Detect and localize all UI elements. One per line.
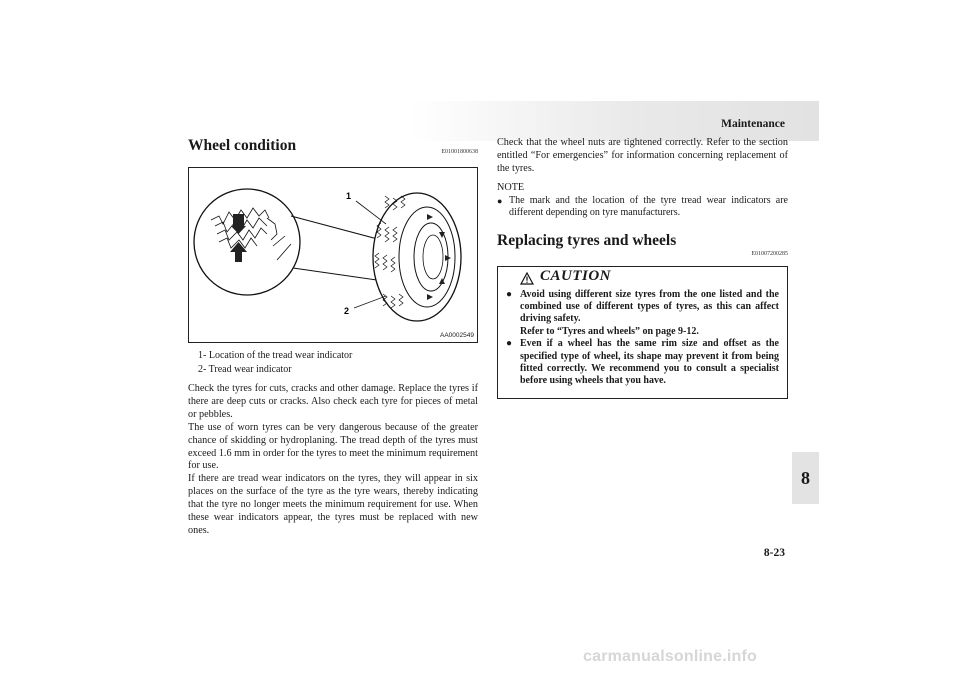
caution-title: CAUTION (540, 267, 612, 284)
paragraph-check-tyres: Check the tyres for cuts, cracks and other damage. Replace the tyres if there are deep cuts or cracks. Also check each tyre for pieces of metal or pebbles. (188, 383, 478, 420)
left-column (188, 137, 478, 538)
bullet-icon: ● (497, 195, 503, 206)
bullet-icon: ● (506, 288, 513, 300)
section-title: Maintenance (721, 118, 785, 130)
legend-item-2: 2- Tread wear indicator (198, 364, 292, 375)
legend-item-1: 1- Location of the tread wear indicator (198, 350, 353, 361)
right-column (497, 137, 788, 399)
chapter-tab[interactable]: 8 (792, 452, 819, 504)
tyre-figure (188, 167, 478, 343)
tyre-illustration (189, 168, 477, 342)
heading-text: Replacing tyres and wheels (497, 231, 677, 249)
page-number: 8-23 (763, 547, 785, 559)
paragraph-wheel-nuts: Check that the wheel nuts are tightened correctly. Refer to the section entitled “For emergencies” for information concerning replacement of the tyres. (497, 137, 788, 174)
heading-replacing-tyres (497, 231, 788, 257)
note-label: NOTE (497, 181, 525, 193)
heading-code: E01001800638 (441, 149, 478, 155)
caution-reference[interactable]: Refer to “Tyres and wheels” on page 9-12. (520, 325, 699, 337)
heading-code: E01007200285 (751, 250, 788, 257)
paragraph-worn-tyres: The use of worn tyres can be very dangerous because of the greater chance of skidding or hydroplaning. The tread depth of the tyres must exceed 1.6 mm in order for the tyres to meet the minimum requirement for use. (188, 421, 478, 472)
warning-triangle-icon (520, 272, 534, 285)
caution-item-2 (506, 338, 779, 388)
note-item (497, 195, 788, 220)
figure-code: AA0002549 (440, 332, 474, 339)
heading-text: Wheel condition (188, 137, 297, 154)
caution-box (497, 266, 788, 399)
heading-wheel-condition (188, 137, 478, 157)
note-text: The mark and the location of the tyre tread wear indicators are different depending on tyre manufacturers. (509, 194, 788, 219)
paragraph-wear-indicators: If there are tread wear indicators on the tyres, they will appear in six places on the surface of the tyre as the tyre wears, thereby indicating that the tyre no longer meets the minimum requirement for use. When these wear indicators appear, the tyres must be replaced with new ones. (188, 473, 478, 536)
caution-item-1 (506, 289, 779, 339)
bullet-icon: ● (506, 338, 513, 350)
callout-1: 1 (346, 191, 352, 201)
callout-2: 2 (344, 306, 350, 316)
figure-legend (198, 349, 478, 377)
caution-text-2: Even if a wheel has the same rim size and offset as the specified type of wheel, its shape may prevent it from being fitted correctly. We recommend you to consult a specialist before using wheels that you have. (520, 338, 779, 387)
caution-header (506, 267, 779, 289)
watermark: carmanualsonline.info (583, 648, 758, 665)
caution-text-1: Avoid using different size tyres from the one listed and the combined use of different types of tyres, as this can affect driving safety. (520, 288, 779, 325)
